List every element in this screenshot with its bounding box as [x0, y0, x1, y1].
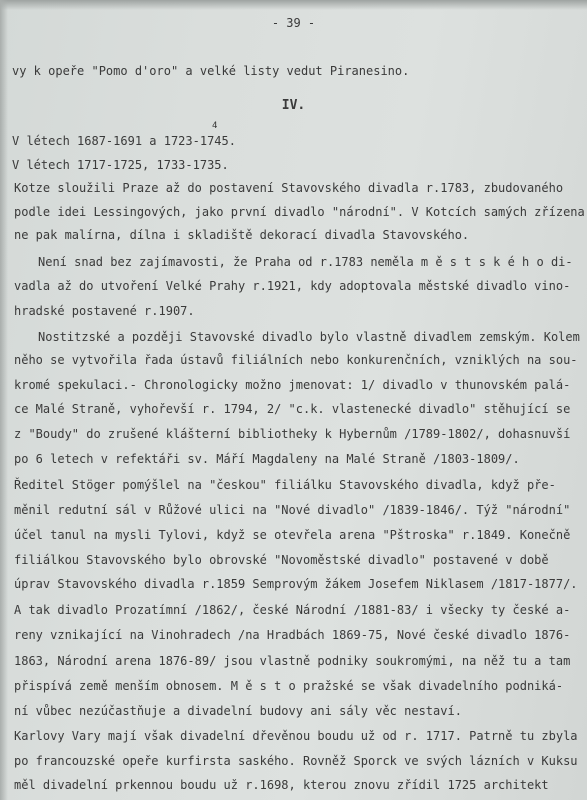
handwritten-correction: 4: [212, 121, 218, 131]
text-line-24: přispívá země menším obnosem. M ě s t o pražské se však divadelního podniká-: [14, 679, 564, 693]
text-line-17: měnil redutní sál v Růžové ulici na "Nové divadlo" /1839-1846/. Týž "národní": [14, 503, 571, 517]
text-line-12: kromé spekulaci.- Chronologicky možno jmenovat: 1/ divadlo v thunovském palá-: [14, 378, 571, 392]
text-line-23: 1863, Národní arena 1876-89/ jsou vlastně podniky soukromými, na něž tu a tam: [14, 654, 571, 668]
text-line-22: reny vznikající na Vinohradech /na Hradbách 1869-75, Nové české divadlo 1876-: [14, 628, 571, 642]
text-line-4: Kotze sloužili Praze až do postavení Stavovského divadla r.1783, zbudovaného: [14, 181, 564, 195]
text-line-26: Karlovy Vary mají však divadelní dřevěnou boudu už od r. 1717. Patrně tu zbyla: [14, 729, 578, 743]
text-line-14: z "Boudy" do zrušené klášterní bibliotheky k Hybernům /1789-1802/, dohasnuvší: [14, 427, 571, 441]
text-line-11: něho se vytvořila řada ústavů filiálních nebo konkurenčních, vzniklých na sou-: [14, 353, 578, 367]
text-line-1: vy k opeře "Pomo d'oro" a velké listy vedut Piranesino.: [12, 64, 410, 78]
text-line-19: filiálkou Stavovského bylo obrovské "Novoměstské divadlo" postavené v době: [14, 553, 549, 567]
text-line-27: po francouzské opeře kurfirsta saského. Rovněž Sporck ve svých lázních v Kuksu: [14, 754, 578, 768]
text-line-5: podle idei Lessingových, jako první divadlo "národní". V Kotcích samých zřízena: [14, 205, 585, 219]
text-line-21: A tak divadlo Prozatímní /1862/, české Národní /1881-83/ i všecky ty české a-: [14, 603, 571, 617]
text-line-10: Nostitzské a později Stavovské divadlo bylo vlastně divadlem zemským. Kolem: [38, 330, 580, 344]
page-number: - 39 -: [271, 16, 316, 30]
text-line-6: ne pak malírna, dílna i skladiště dekorací divadla Stavovského.: [14, 228, 470, 242]
text-line-13: ce Malé Straně, vyhořevší r. 1794, 2/ "c.k. vlastenecké divadlo" stěhující se: [14, 402, 571, 416]
text-line-18: účel tanul na mysli Tylovi, když se otevřela arena "Pštroska" r.1849. Konečně: [14, 528, 571, 542]
text-line-2: V létech 1687-1691 a 1723-1745.: [12, 134, 236, 148]
text-line-3: V létech 1717-1725, 1733-1735.: [12, 158, 229, 172]
text-line-25: ní vůbec nezúčastňuje a divadelní budovy ani sály věc nestaví.: [14, 704, 462, 718]
text-line-20: úprav Stavovského divadla r.1859 Semprovým žákem Josefem Niklasem /1817-1877/.: [14, 577, 578, 591]
text-line-7: Není snad bez zajímavosti, že Praha od r.1783 neměla m ě s t s k é h o di-: [38, 255, 573, 269]
text-line-9: hradské postavené r.1907.: [14, 304, 195, 318]
text-line-28: měl divadelní prkennou boudu už r.1698, kterou znovu zřídil 1725 architekt: [14, 778, 549, 792]
section-heading: IV.: [281, 98, 306, 113]
text-line-15: po 6 letech v refektáři sv. Máří Magdaleny na Malé Straně /1803-1809/.: [14, 452, 520, 466]
text-line-8: vadla až do utvoření Velké Prahy r.1921, kdy adoptovala městské divadlo vino-: [14, 279, 571, 293]
text-line-16: Ředitel Stöger pomýšlel na "českou" filiálku Stavovského divadla, když pře-: [14, 478, 556, 492]
